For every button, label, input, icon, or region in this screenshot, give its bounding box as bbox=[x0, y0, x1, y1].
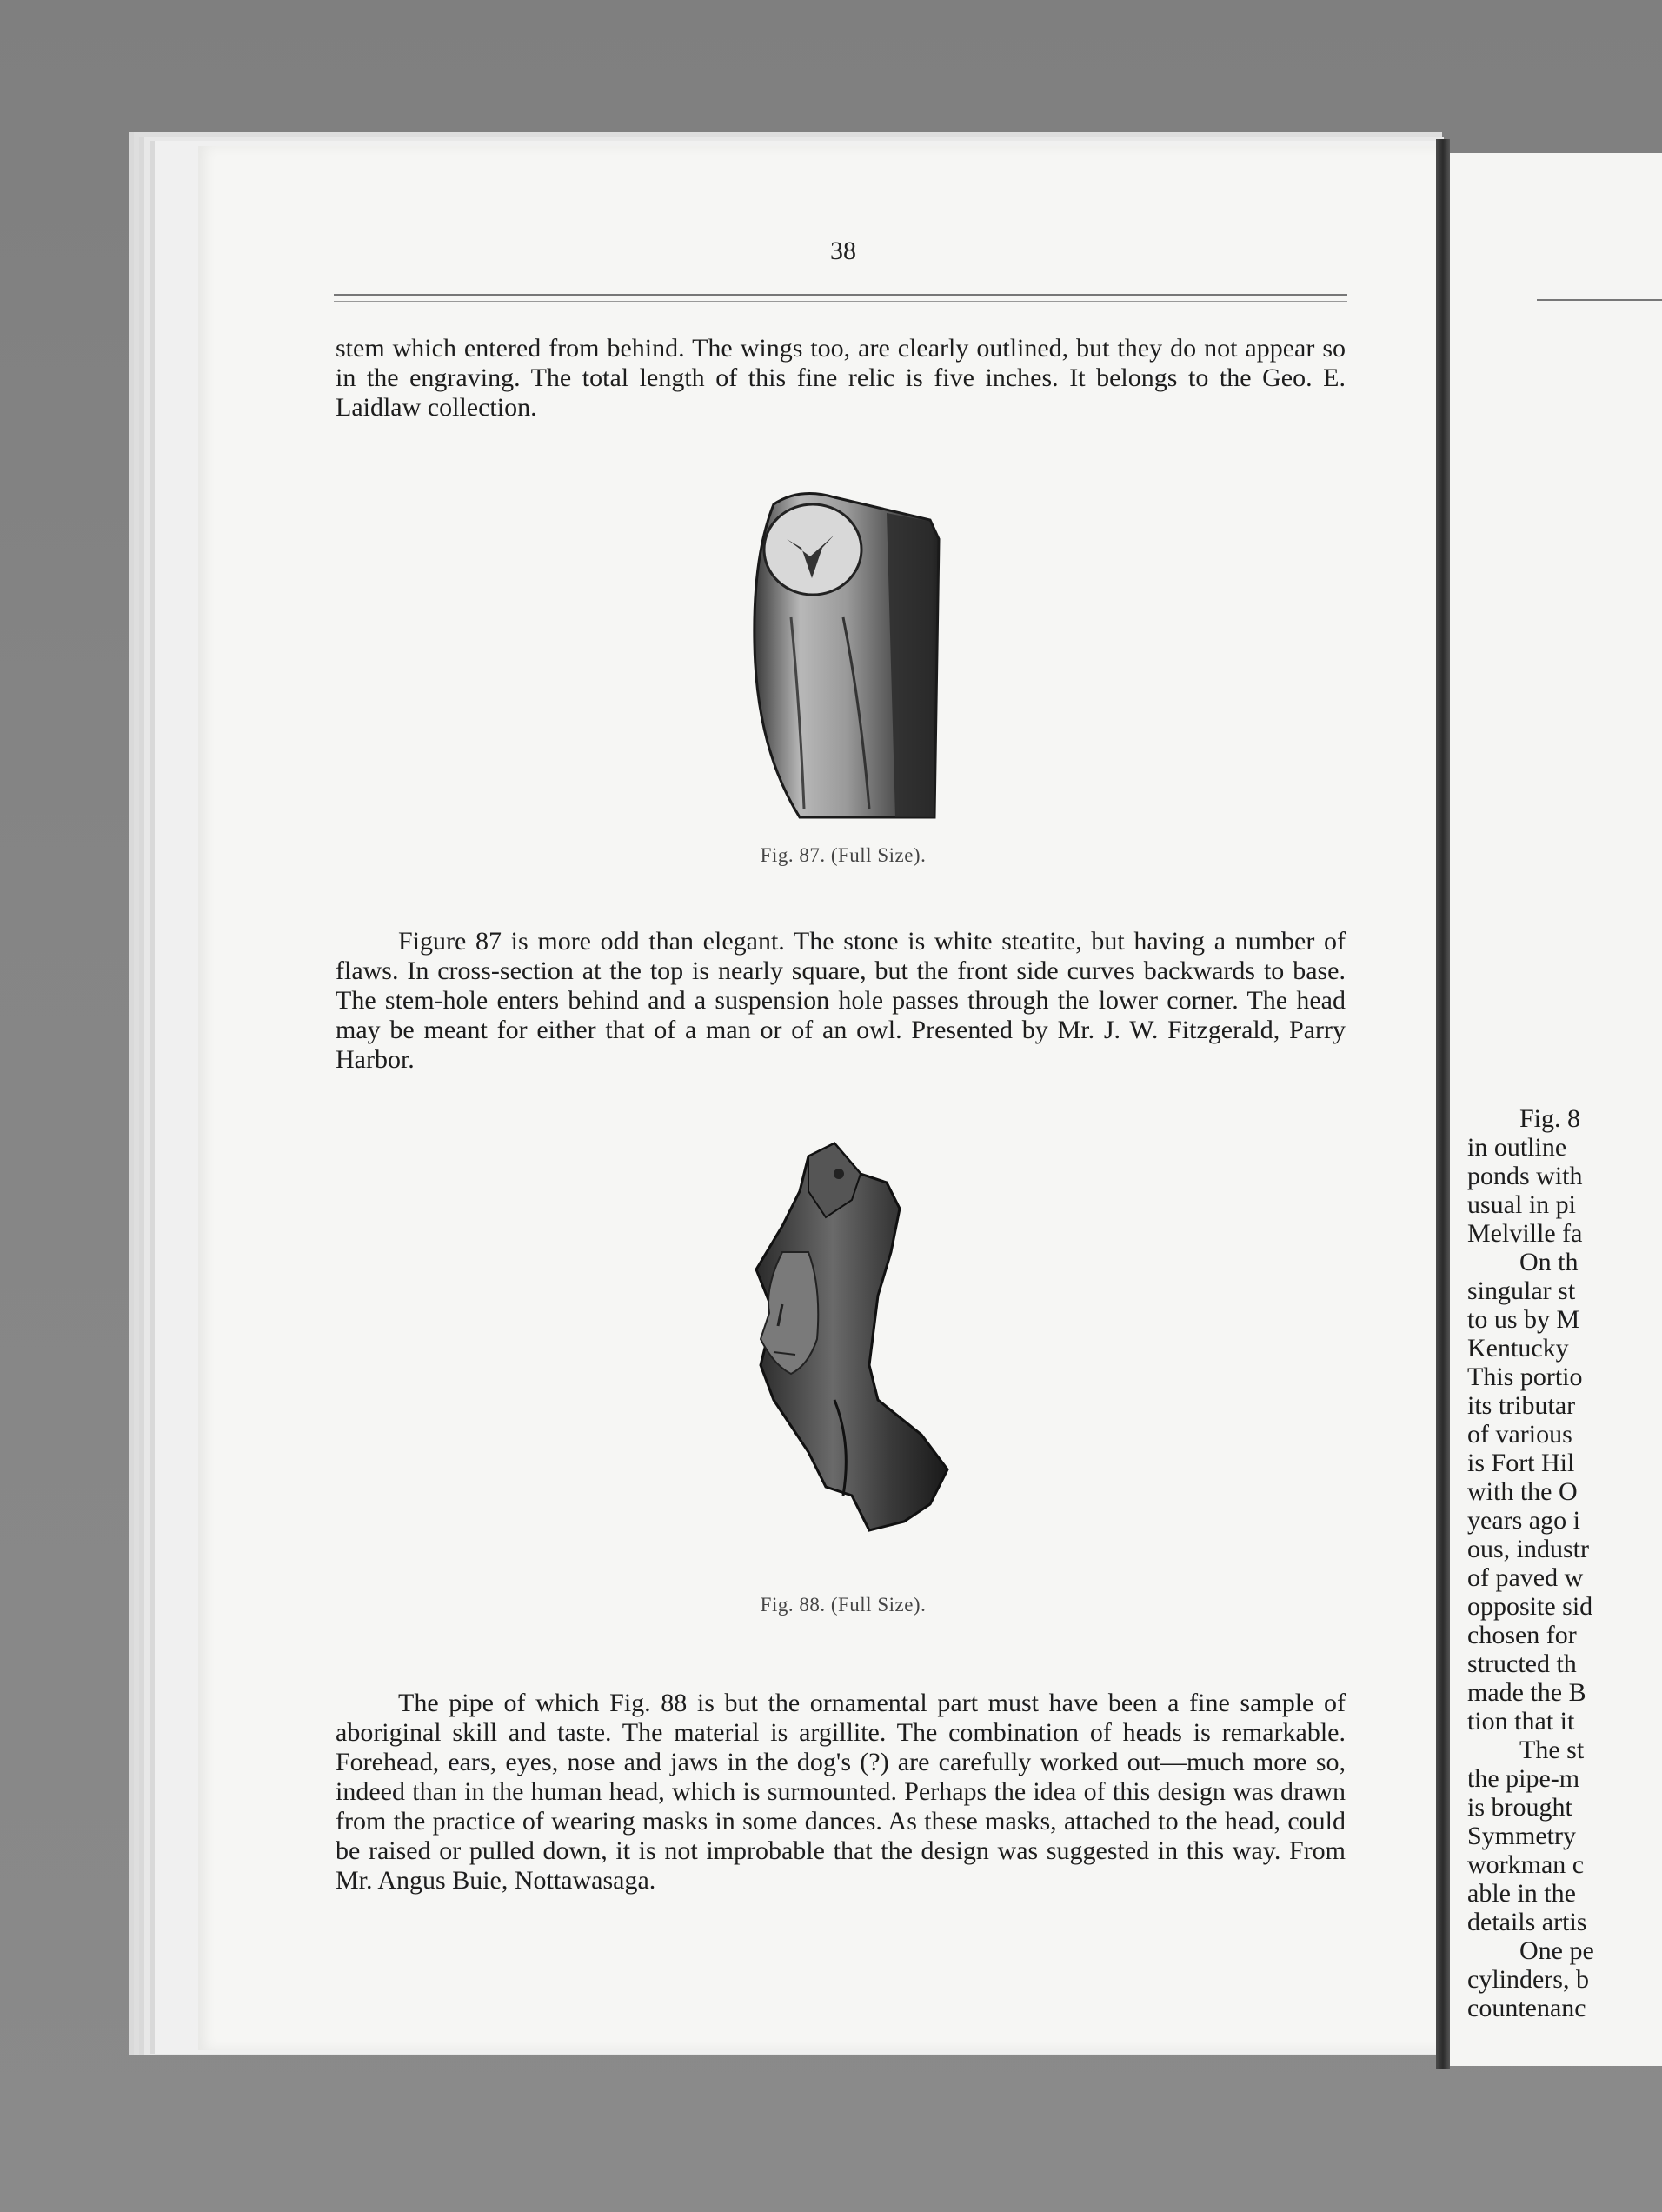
right-line: One pe bbox=[1519, 1936, 1594, 1965]
right-line: with the O bbox=[1467, 1477, 1578, 1506]
right-line: of various bbox=[1467, 1420, 1572, 1449]
figure-87-text: Figure 87 is more odd than elegant. The stone is white steatite, but having a number of flaws. In cross-section at the top is nearly square, but the front side curves backwards to base. The stem-hole enters behind and a suspension hole passes through the lower corner. The head may be meant for either that of a man or of an owl. Presented by Mr. J. W. Fitzgerald, Parry Harbor. bbox=[336, 927, 1346, 1074]
right-line: years ago i bbox=[1467, 1506, 1580, 1535]
right-line: is Fort Hil bbox=[1467, 1449, 1575, 1477]
right-line: countenanc bbox=[1467, 1994, 1586, 2022]
right-line: is brought bbox=[1467, 1793, 1572, 1822]
right-line: Melville fa bbox=[1467, 1219, 1583, 1248]
book-gutter bbox=[1436, 139, 1450, 2069]
right-line: made the B bbox=[1467, 1678, 1586, 1707]
right-page-text bbox=[1467, 1104, 1662, 2022]
right-line: chosen for bbox=[1467, 1621, 1577, 1649]
figure-88-description bbox=[336, 1689, 1346, 1896]
figure-87-image bbox=[739, 487, 947, 826]
intro-text: stem which entered from behind. The wings too, are clearly outlined, but they do not appear so in the engraving. The total length of this fine relic is five inches. It belongs to the Geo. E. Laidlaw collection. bbox=[336, 334, 1346, 422]
right-line: Symmetry bbox=[1467, 1822, 1576, 1850]
right-line: the pipe-m bbox=[1467, 1764, 1580, 1793]
right-line: in outline bbox=[1467, 1133, 1567, 1162]
figure-87-caption: Fig. 87. (Full Size). bbox=[760, 844, 927, 866]
page-number: 38 bbox=[830, 237, 856, 265]
figure-87-description bbox=[336, 927, 1346, 1075]
figure-88-caption: Fig. 88. (Full Size). bbox=[760, 1594, 927, 1616]
right-line: The st bbox=[1519, 1736, 1585, 1764]
right-line: opposite sid bbox=[1467, 1592, 1593, 1621]
right-line: to us by M bbox=[1467, 1305, 1580, 1334]
right-line: ous, industr bbox=[1467, 1535, 1590, 1563]
right-line: Kentucky bbox=[1467, 1334, 1569, 1363]
right-line: usual in pi bbox=[1467, 1190, 1576, 1219]
right-page bbox=[1450, 153, 1662, 2066]
figure-88-image bbox=[748, 1139, 956, 1539]
right-line: singular st bbox=[1467, 1276, 1576, 1305]
right-line: Fig. 8 bbox=[1519, 1104, 1581, 1133]
right-line: On th bbox=[1519, 1248, 1579, 1276]
right-header-rule bbox=[1537, 299, 1662, 301]
right-line: This portio bbox=[1467, 1363, 1583, 1391]
right-line: workman c bbox=[1467, 1850, 1585, 1879]
right-line: cylinders, b bbox=[1467, 1965, 1589, 1994]
right-line: ponds with bbox=[1467, 1162, 1583, 1190]
right-line: its tributar bbox=[1467, 1391, 1576, 1420]
right-line: details artis bbox=[1467, 1908, 1587, 1936]
figure-88-text: The pipe of which Fig. 88 is but the ornamental part must have been a fine sample of aboriginal skill and taste. The material is argillite. The combination of heads is remarkable. Forehead, ears, eyes, nose and jaws in the dog's (?) are carefully worked out—much more so, indeed than in the human head, which is surmounted. Perhaps the idea of this design was drawn from the practice of wearing masks in some dances. As these masks, attached to the head, could be raised or pulled down, it is not improbable that the design was suggested in this way. From Mr. Angus Buie, Nottawasaga. bbox=[336, 1689, 1346, 1895]
right-line: able in the bbox=[1467, 1879, 1576, 1908]
right-line: tion that it bbox=[1467, 1707, 1575, 1736]
right-line: of paved w bbox=[1467, 1563, 1584, 1592]
header-rule bbox=[334, 301, 1347, 302]
right-line: structed th bbox=[1467, 1649, 1577, 1678]
header-rule bbox=[334, 294, 1347, 296]
intro-paragraph bbox=[336, 334, 1346, 423]
